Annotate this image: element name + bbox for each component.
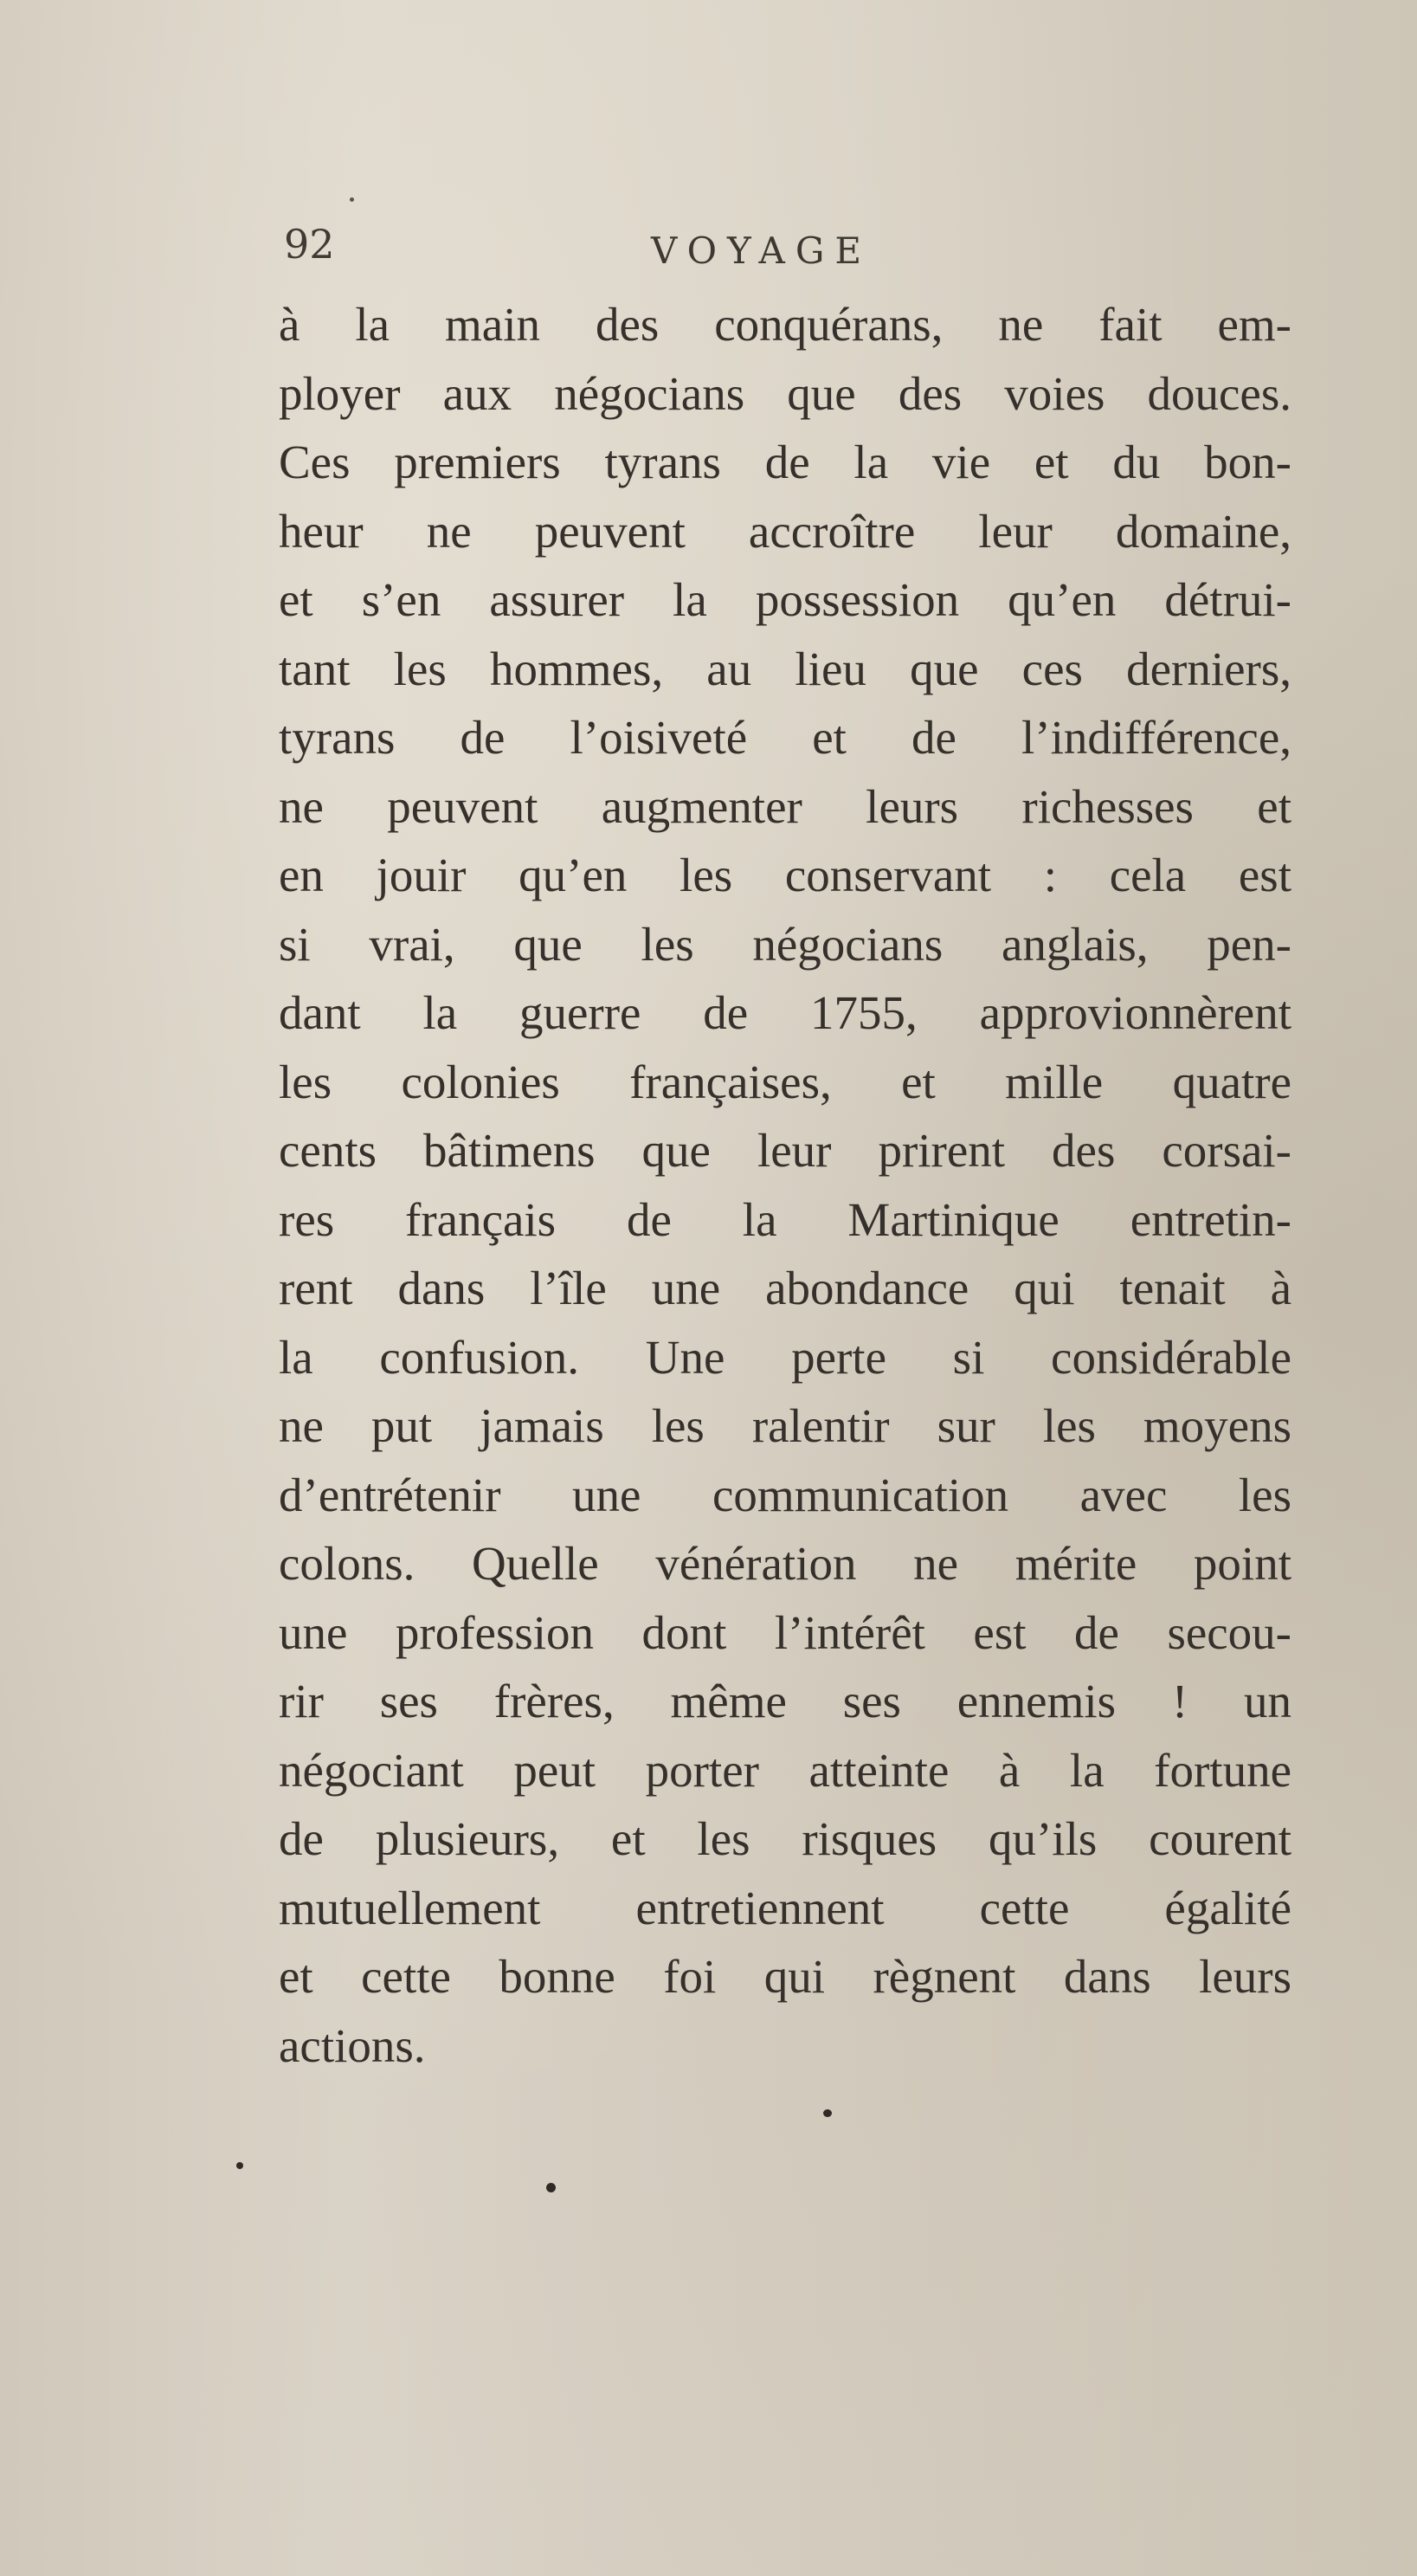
text-line: et s’en assurer la possession qu’en détrui- bbox=[279, 573, 1291, 626]
ink-spot bbox=[823, 2109, 832, 2117]
text-line: à la main des conquérans, ne fait em- bbox=[279, 298, 1291, 351]
running-head: VOYAGE bbox=[651, 229, 873, 272]
text-line: une profession dont l’intérêt est de secou- bbox=[279, 1605, 1291, 1659]
text-line: rir ses frères, même ses ennemis ! un bbox=[279, 1675, 1291, 1727]
ink-spot bbox=[350, 197, 354, 202]
text-line: d’entrétenir une communication avec les bbox=[279, 1468, 1291, 1521]
text-line: de plusieurs, et les risques qu’ils courent bbox=[279, 1812, 1291, 1865]
text-line-last: actions. bbox=[279, 2018, 426, 2072]
text-line: ne put jamais les ralentir sur les moyens bbox=[279, 1399, 1291, 1452]
ink-spot bbox=[546, 2183, 556, 2192]
text-line: ne peuvent augmenter leurs richesses et bbox=[279, 779, 1291, 833]
text-line: cents bâtimens que leur prirent des corsai- bbox=[279, 1124, 1291, 1177]
text-line: Ces premiers tyrans de la vie et du bon- bbox=[279, 436, 1291, 488]
ink-spot bbox=[236, 2162, 243, 2169]
body-text bbox=[279, 290, 1291, 2080]
text-line: dant la guerre de 1755, approvionnèrent bbox=[279, 986, 1291, 1039]
text-line: tyrans de l’oisiveté et de l’indifférence, bbox=[279, 711, 1291, 764]
page-number: 92 bbox=[284, 221, 335, 268]
text-line: la confusion. Une perte si considérable bbox=[279, 1330, 1291, 1384]
text-line: si vrai, que les négocians anglais, pen- bbox=[279, 917, 1291, 971]
text-line: rent dans l’île une abondance qui tenait à bbox=[279, 1262, 1291, 1314]
text-line: colons. Quelle vénération ne mérite point bbox=[279, 1537, 1291, 1590]
text-line: et cette bonne foi qui règnent dans leurs bbox=[279, 1950, 1291, 2003]
text-line: les colonies françaises, et mille quatre bbox=[279, 1055, 1291, 1108]
text-line: négociant peut porter atteinte à la fortune bbox=[279, 1743, 1291, 1797]
text-line: ployer aux négocians que des voies douces. bbox=[279, 366, 1291, 420]
text-line: res français de la Martinique entretin- bbox=[279, 1192, 1291, 1246]
text-line: mutuellement entretiennent cette égalité bbox=[279, 1881, 1291, 1934]
page-header bbox=[279, 212, 1291, 290]
text-line: tant les hommes, au lieu que ces derniers, bbox=[279, 642, 1291, 695]
text-line: en jouir qu’en les conservant : cela est bbox=[279, 849, 1291, 901]
text-line: heur ne peuvent accroître leur domaine, bbox=[279, 504, 1291, 558]
